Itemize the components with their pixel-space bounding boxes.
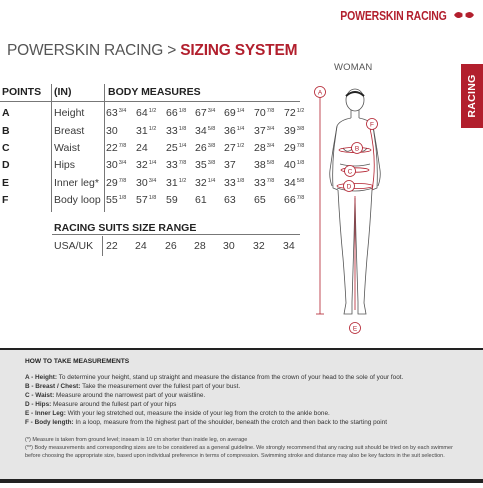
value-whole: 29: [284, 142, 296, 154]
value-fraction: 1/8: [236, 178, 245, 184]
value-fraction: 1/2: [296, 108, 305, 114]
header-divider: [0, 101, 300, 102]
measure-value: [224, 107, 244, 119]
measure-value: [224, 142, 244, 154]
measure-value: [136, 159, 156, 171]
value-whole: 55: [106, 194, 118, 206]
how-to-item-label: F - Body length:: [25, 418, 74, 426]
point-label: F: [2, 194, 9, 206]
how-to-item-text: Measure around the fullest part of your hips: [51, 400, 177, 408]
value-fraction: 1/4: [236, 108, 245, 114]
value-whole: 22: [106, 142, 118, 154]
measure-name: Breast: [54, 125, 85, 137]
value-whole: 28: [254, 142, 266, 154]
measure-value: [166, 194, 178, 206]
side-tab-label: RACING: [466, 74, 478, 118]
how-to-item: [25, 401, 176, 408]
how-to-item: [25, 374, 403, 381]
value-fraction: 3/4: [207, 108, 216, 114]
point-label: E: [2, 177, 10, 189]
value-fraction: 5/8: [266, 160, 275, 166]
figure-point-e: E: [352, 325, 358, 333]
value-fraction: 7/8: [296, 195, 305, 201]
how-to-item: [25, 410, 330, 417]
value-whole: 59: [166, 194, 178, 206]
measure-name: Height: [54, 107, 85, 119]
size-value: 28: [194, 240, 206, 252]
value-fraction: 5/8: [207, 126, 216, 132]
value-whole: 66: [284, 194, 296, 206]
figure-point-a: A: [317, 89, 323, 97]
value-fraction: 1/2: [148, 108, 157, 114]
header-in: (IN): [54, 86, 72, 98]
value-fraction: 1/8: [178, 126, 187, 132]
value-fraction: 3/4: [148, 178, 157, 184]
value-whole: 72: [284, 107, 296, 119]
value-whole: 67: [195, 107, 207, 119]
measure-value: [136, 125, 156, 137]
how-to-item-text: Take the measurement over the fullest part of your bust.: [80, 382, 241, 390]
bottom-rule: [0, 479, 483, 483]
how-to-item-label: A - Height:: [25, 374, 58, 381]
value-whole: 61: [195, 194, 207, 206]
value-whole: 25: [166, 142, 178, 154]
measure-value: [195, 194, 207, 206]
how-to-item: [25, 392, 205, 399]
figure-label: WOMAN: [334, 62, 373, 73]
size-value: 24: [135, 240, 147, 252]
measure-value: [254, 194, 266, 206]
page-title: [7, 42, 297, 60]
value-whole: 65: [254, 194, 266, 206]
value-fraction: 1/8: [178, 108, 187, 114]
value-whole: 37: [254, 125, 266, 137]
measure-value: [195, 159, 215, 171]
value-fraction: 1/4: [148, 160, 157, 166]
value-fraction: 3/4: [118, 160, 127, 166]
value-whole: 69: [224, 107, 236, 119]
point-label: B: [2, 125, 10, 137]
measure-name: Body loop: [54, 194, 101, 206]
measure-value: [195, 142, 215, 154]
how-to-item: [25, 383, 240, 390]
value-whole: 32: [136, 159, 148, 171]
measure-value: [106, 142, 126, 154]
measure-value: [166, 159, 186, 171]
value-whole: 29: [106, 177, 118, 189]
size-value: 26: [165, 240, 177, 252]
value-whole: 33: [224, 177, 236, 189]
header-points: POINTS: [2, 86, 42, 98]
how-to-title: HOW TO TAKE MEASUREMENTS: [25, 358, 130, 365]
value-whole: 40: [284, 159, 296, 171]
measure-value: [195, 177, 215, 189]
how-to-item-text: Measure around the narrowest part of your waistline.: [54, 391, 206, 399]
value-whole: 38: [254, 159, 266, 171]
value-whole: 39: [284, 125, 296, 137]
value-whole: 31: [166, 177, 178, 189]
value-whole: 33: [166, 159, 178, 171]
measure-value: [195, 107, 215, 119]
value-whole: 35: [195, 159, 207, 171]
measure-value: [166, 107, 186, 119]
brand-label: POWERSKIN RACING: [340, 9, 447, 23]
measure-name: Inner leg*: [54, 177, 99, 189]
measure-value: [224, 159, 236, 171]
how-to-panel: [0, 348, 483, 483]
footnote-2: (**) Body measurements and corresponding sizes are to be considered as a general guideline. We strongly recommend that any racing suit should be tried on by each swimmer before choosing the appropriate size, based upon individual preference in terms of compression. Swimming stroke and distance may also be key factors in the suit selection.: [25, 445, 453, 459]
measure-name: Waist: [54, 142, 80, 154]
value-whole: 34: [195, 125, 207, 137]
value-fraction: 1/8: [148, 195, 157, 201]
value-fraction: 7/8: [266, 108, 275, 114]
value-fraction: 3/8: [296, 126, 305, 132]
measure-value: [224, 177, 244, 189]
col-divider-2: [104, 84, 105, 212]
measure-value: [254, 125, 274, 137]
point-label: A: [2, 107, 10, 119]
value-fraction: 3/4: [266, 143, 275, 149]
size-value: 32: [253, 240, 265, 252]
size-value: 34: [283, 240, 295, 252]
footnote-1: (*) Measure is taken from ground level; inseam is 10 cm shorter than inside leg, on average: [25, 437, 248, 443]
value-fraction: 1/2: [148, 126, 157, 132]
value-whole: 63: [106, 107, 118, 119]
measure-value: [195, 125, 215, 137]
value-whole: 33: [254, 177, 266, 189]
figure-point-f: F: [370, 121, 374, 129]
value-fraction: 7/8: [266, 178, 275, 184]
size-header-divider: [52, 234, 300, 235]
measure-value: [136, 177, 156, 189]
value-whole: 66: [166, 107, 178, 119]
measure-value: [136, 107, 156, 119]
value-whole: 63: [224, 194, 236, 206]
measure-value: [224, 194, 236, 206]
size-value: 30: [223, 240, 235, 252]
value-fraction: 7/8: [118, 178, 127, 184]
how-to-item-label: D - Hips:: [25, 400, 52, 408]
how-to-item-text: In a loop, measure from the highest part of the shoulder, beneath the crotch and then back to the starting point: [73, 418, 387, 426]
value-whole: 36: [224, 125, 236, 137]
value-whole: 31: [136, 125, 148, 137]
col-divider-1: [51, 84, 52, 212]
value-whole: 37: [224, 159, 236, 171]
measure-value: [254, 177, 274, 189]
how-to-item-text: To determine your height, stand up straight and measure the distance from the crown of your head to the sole of your foot.: [57, 374, 404, 381]
value-whole: 24: [136, 142, 148, 154]
measure-value: [106, 177, 126, 189]
value-whole: 33: [166, 125, 178, 137]
measure-value: [136, 194, 156, 206]
value-whole: 27: [224, 142, 236, 154]
value-fraction: 7/8: [178, 160, 187, 166]
value-whole: 34: [284, 177, 296, 189]
value-whole: 64: [136, 107, 148, 119]
size-col-divider: [102, 236, 103, 256]
value-fraction: 5/8: [296, 178, 305, 184]
figure-point-d: D: [346, 183, 352, 191]
measure-value: [166, 177, 186, 189]
measure-value: [166, 125, 186, 137]
size-label: USA/UK: [54, 240, 94, 252]
measure-value: [106, 107, 126, 119]
racing-side-tab: [461, 64, 483, 128]
value-fraction: 1/4: [207, 178, 216, 184]
value-whole: 57: [136, 194, 148, 206]
value-whole: 26: [195, 142, 207, 154]
header-body-measures: BODY MEASURES: [108, 86, 201, 98]
value-fraction: 1/4: [236, 126, 245, 132]
size-value: 22: [106, 240, 118, 252]
measure-value: [106, 194, 126, 206]
figure-point-b: B: [354, 145, 360, 153]
value-fraction: 3/4: [266, 126, 275, 132]
value-fraction: 7/8: [296, 143, 305, 149]
value-fraction: 1/8: [296, 160, 305, 166]
measure-value: [254, 142, 274, 154]
value-whole: 70: [254, 107, 266, 119]
how-to-item-label: E - Inner Leg:: [25, 409, 66, 417]
value-whole: 30: [136, 177, 148, 189]
value-whole: 32: [195, 177, 207, 189]
measure-value: [254, 107, 274, 119]
value-fraction: 3/4: [118, 108, 127, 114]
value-fraction: 7/8: [118, 143, 127, 149]
point-label: D: [2, 159, 10, 171]
figure-point-c: C: [347, 168, 353, 176]
page-title-prefix: POWERSKIN RACING >: [7, 42, 181, 59]
measure-name: Hips: [54, 159, 76, 171]
how-to-item: [25, 419, 387, 426]
value-fraction: 1/8: [118, 195, 127, 201]
value-fraction: 1/2: [178, 178, 187, 184]
how-to-item-label: B - Breast / Chest:: [25, 382, 81, 390]
how-to-item-text: With your leg stretched out, measure the inside of your leg from the crotch to the ankle bone.: [65, 409, 330, 417]
panel-top-rule: [0, 348, 483, 350]
value-whole: 30: [106, 159, 118, 171]
woman-figure-diagram: [300, 78, 422, 340]
measure-value: [224, 125, 244, 137]
measure-value: [136, 142, 148, 154]
value-fraction: 3/8: [207, 160, 216, 166]
page-title-accent: SIZING SYSTEM: [180, 42, 298, 59]
racing-size-title: RACING SUITS SIZE RANGE: [54, 222, 197, 234]
value-fraction: 3/8: [207, 143, 216, 149]
measure-value: [254, 159, 274, 171]
measure-value: [166, 142, 186, 154]
value-fraction: 1/4: [178, 143, 187, 149]
measure-value: [106, 125, 118, 137]
how-to-item-label: C - Waist:: [25, 391, 55, 399]
value-whole: 30: [106, 125, 118, 137]
measure-value: [106, 159, 126, 171]
point-label: C: [2, 142, 10, 154]
value-fraction: 1/2: [236, 143, 245, 149]
arena-logo-icon: [453, 8, 475, 22]
